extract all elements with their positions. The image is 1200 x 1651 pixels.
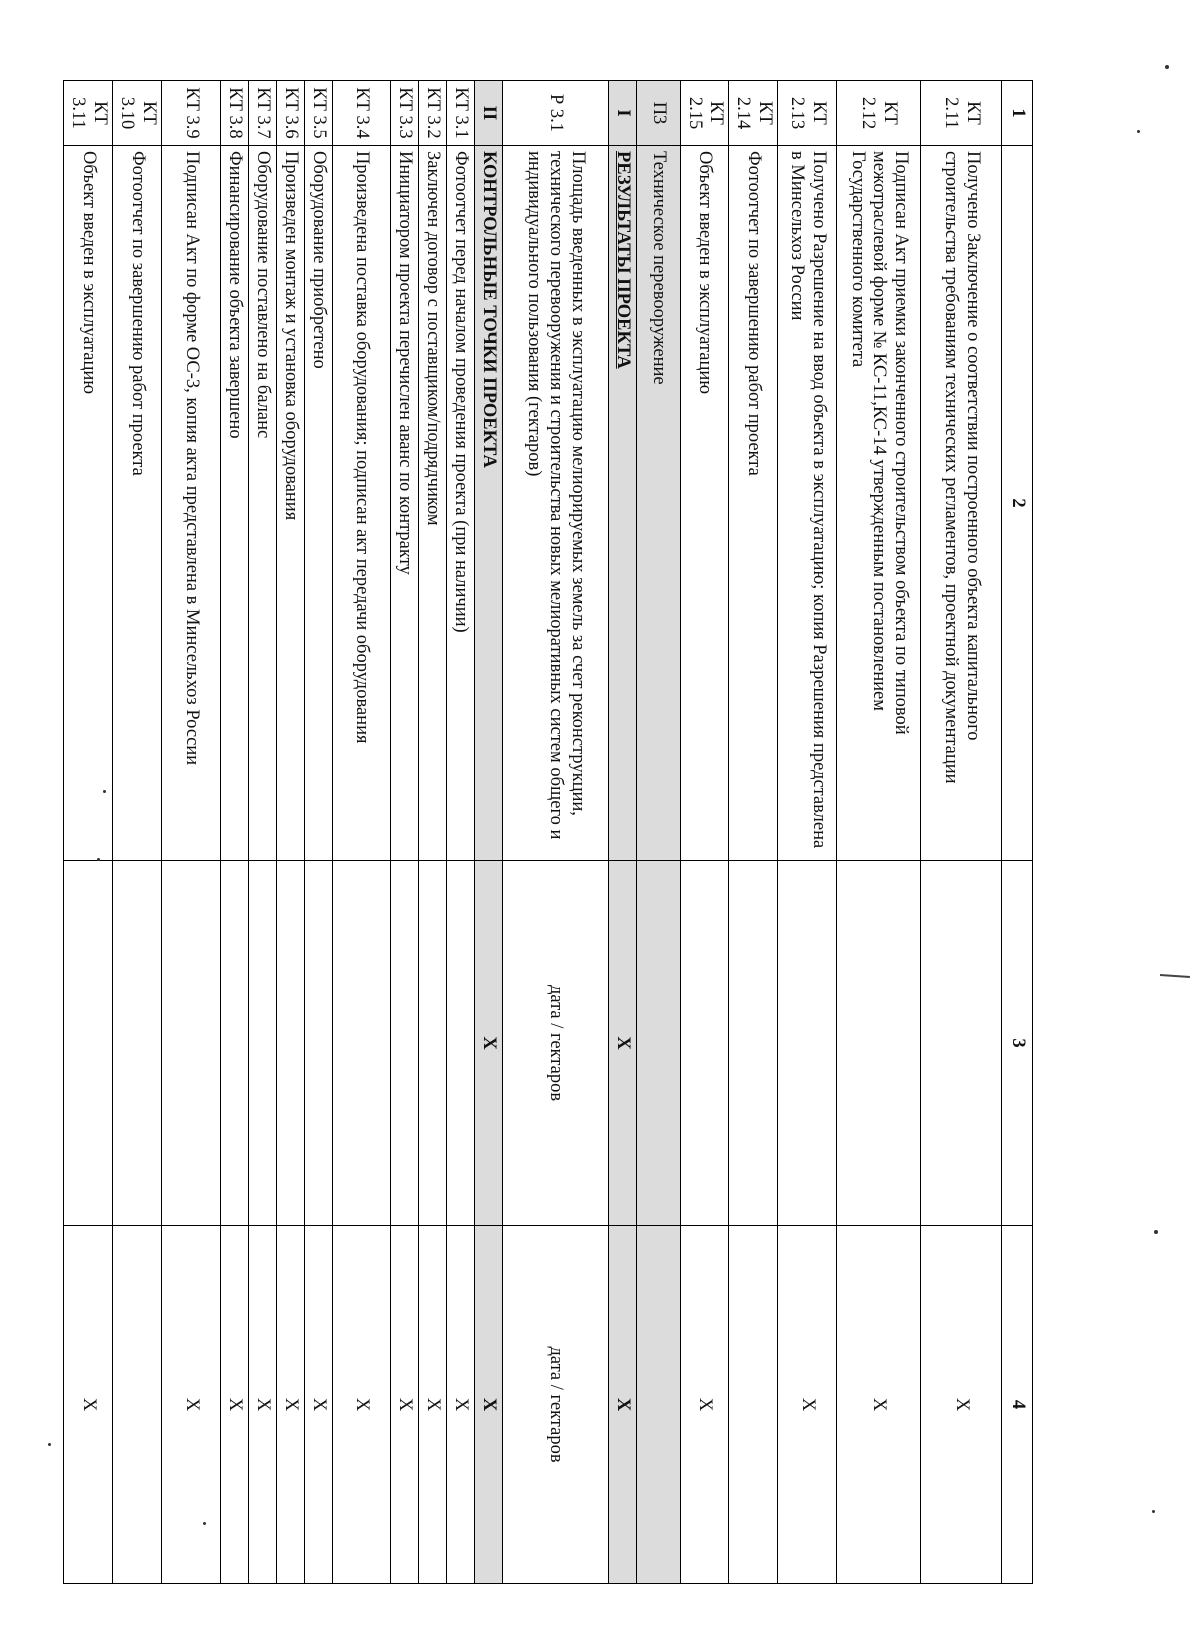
row-col3 bbox=[680, 861, 729, 1226]
table-row bbox=[418, 81, 446, 1584]
section-row-p3 bbox=[636, 81, 680, 1584]
table-row bbox=[220, 81, 248, 1584]
row-col4: X bbox=[220, 1226, 248, 1584]
row-col4: X bbox=[680, 1226, 729, 1584]
row-col3 bbox=[446, 861, 474, 1226]
row-col4: X bbox=[778, 1226, 837, 1584]
row-col4: X bbox=[608, 1226, 636, 1584]
table-header-row bbox=[1002, 81, 1033, 1584]
row-code: КТ 3.11 bbox=[64, 81, 113, 146]
scan-speck bbox=[203, 1522, 206, 1525]
row-col4 bbox=[729, 1226, 778, 1584]
row-col4: X bbox=[390, 1226, 418, 1584]
row-code: I bbox=[608, 81, 636, 146]
row-text: КОНТРОЛЬНЫЕ ТОЧКИ ПРОЕКТА bbox=[474, 146, 502, 861]
row-code: КТ 2.15 bbox=[680, 81, 729, 146]
row-col3 bbox=[390, 861, 418, 1226]
row-col3 bbox=[418, 861, 446, 1226]
row-code: КТ 3.6 bbox=[276, 81, 304, 146]
row-col3 bbox=[729, 861, 778, 1226]
table-row bbox=[64, 81, 113, 1584]
row-code: П3 bbox=[636, 81, 680, 146]
scan-speck bbox=[1165, 65, 1169, 69]
row-col3: X bbox=[608, 861, 636, 1226]
row-col3 bbox=[64, 861, 113, 1226]
section-row-checkpoints bbox=[474, 81, 502, 1584]
row-text: Подписан Акт приемки законченного строительством объекта по типовой межотраслевой форме № КС-11,КС-14 утвержденным постановлением Государственного комитета bbox=[837, 146, 921, 861]
row-col3: дата / гектаров bbox=[502, 861, 608, 1226]
row-col4: X bbox=[446, 1226, 474, 1584]
row-col3 bbox=[276, 861, 304, 1226]
scan-speck bbox=[97, 858, 100, 861]
row-col4 bbox=[636, 1226, 680, 1584]
row-col3 bbox=[113, 861, 162, 1226]
table-row bbox=[248, 81, 276, 1584]
row-col4: X bbox=[304, 1226, 332, 1584]
row-code: КТ 2.12 bbox=[837, 81, 921, 146]
row-col4: X bbox=[64, 1226, 113, 1584]
row-col4 bbox=[113, 1226, 162, 1584]
row-code: II bbox=[474, 81, 502, 146]
row-text: Оборудование поставлено на баланс bbox=[248, 146, 276, 861]
row-col4: дата / гектаров bbox=[502, 1226, 608, 1584]
row-col4: X bbox=[837, 1226, 921, 1584]
row-code: КТ 3.1 bbox=[446, 81, 474, 146]
row-text: Получено Разрешение на ввод объекта в эксплуатацию; копия Разрешения представлена в Минсельхоз России bbox=[778, 146, 837, 861]
header-col-1: 1 bbox=[1002, 81, 1033, 146]
table-row bbox=[113, 81, 162, 1584]
header-col-3: 3 bbox=[1002, 861, 1033, 1226]
row-text: Произведена поставка оборудования; подписан акт передачи оборудования bbox=[332, 146, 390, 861]
row-code: КТ 3.5 bbox=[304, 81, 332, 146]
row-text: РЕЗУЛЬТАТЫ ПРОЕКТА bbox=[608, 146, 636, 861]
header-col-4: 4 bbox=[1002, 1226, 1033, 1584]
row-text: Произведен монтаж и установка оборудования bbox=[276, 146, 304, 861]
checkpoint-table bbox=[63, 80, 1033, 1584]
checkpoint-table-container bbox=[68, 80, 1033, 1583]
row-text: Инициатором проекта перечислен аванс по контракту bbox=[390, 146, 418, 861]
row-col3 bbox=[332, 861, 390, 1226]
row-text: Оборудование приобретено bbox=[304, 146, 332, 861]
row-code: КТ 3.10 bbox=[113, 81, 162, 146]
table-row bbox=[502, 81, 608, 1584]
table-row bbox=[837, 81, 921, 1584]
table-row bbox=[729, 81, 778, 1584]
scan-speck bbox=[1137, 130, 1140, 133]
row-col4: X bbox=[248, 1226, 276, 1584]
row-col3 bbox=[837, 861, 921, 1226]
row-text: Объект введен в эксплуатацию bbox=[64, 146, 113, 861]
row-text: Фотоотчет по завершению работ проекта bbox=[729, 146, 778, 861]
row-col4: X bbox=[921, 1226, 1002, 1584]
row-code: КТ 3.4 bbox=[332, 81, 390, 146]
table-row bbox=[778, 81, 837, 1584]
row-code: КТ 3.9 bbox=[161, 81, 220, 146]
row-code: КТ 3.7 bbox=[248, 81, 276, 146]
table-row bbox=[390, 81, 418, 1584]
row-col4: X bbox=[161, 1226, 220, 1584]
scan-speck bbox=[1154, 1230, 1158, 1234]
row-text: Подписан Акт по форме ОС-3, копия акта представлена в Минсельхоз России bbox=[161, 146, 220, 861]
row-text: Объект введен в эксплуатацию bbox=[680, 146, 729, 861]
row-col3: X bbox=[474, 861, 502, 1226]
table-row bbox=[446, 81, 474, 1584]
row-text: Площадь введенных в эксплуатацию мелиорируемых земель за счет реконструкции, технического перевооружения и строительства новых мелиоративных систем общего и индивидуального пользования (гектаров) bbox=[502, 146, 608, 861]
table-row bbox=[161, 81, 220, 1584]
scan-speck bbox=[1152, 1510, 1155, 1513]
row-text: Фотоотчет по завершению работ проекта bbox=[113, 146, 162, 861]
row-code: КТ 2.14 bbox=[729, 81, 778, 146]
table-row bbox=[921, 81, 1002, 1584]
row-code: КТ 3.3 bbox=[390, 81, 418, 146]
row-col3 bbox=[161, 861, 220, 1226]
row-col3 bbox=[778, 861, 837, 1226]
row-col4: X bbox=[418, 1226, 446, 1584]
row-code: КТ 3.8 bbox=[220, 81, 248, 146]
row-text: Заключен договор с поставщиком/подрядчиком bbox=[418, 146, 446, 861]
row-col3 bbox=[248, 861, 276, 1226]
scan-mark bbox=[1160, 974, 1190, 978]
row-text: Техническое перевооружение bbox=[636, 146, 680, 861]
section-row-results bbox=[608, 81, 636, 1584]
table-row bbox=[276, 81, 304, 1584]
row-col3 bbox=[304, 861, 332, 1226]
table-row bbox=[680, 81, 729, 1584]
row-code: Р 3.1 bbox=[502, 81, 608, 146]
row-col3 bbox=[921, 861, 1002, 1226]
row-code: КТ 3.2 bbox=[418, 81, 446, 146]
scan-speck bbox=[48, 1443, 51, 1446]
row-text: Получено Заключение о соответствии построенного объекта капитального строительства требованиям технических регламентов, проектной документации bbox=[921, 146, 1002, 861]
header-col-2: 2 bbox=[1002, 146, 1033, 861]
row-col4: X bbox=[474, 1226, 502, 1584]
row-text: Фотоотчет перед началом проведения проекта (при наличии) bbox=[446, 146, 474, 861]
row-col3 bbox=[220, 861, 248, 1226]
table-row bbox=[332, 81, 390, 1584]
row-col3 bbox=[636, 861, 680, 1226]
row-col4: X bbox=[332, 1226, 390, 1584]
row-col4: X bbox=[276, 1226, 304, 1584]
scan-speck bbox=[103, 790, 106, 793]
row-text: Финансирование объекта завершено bbox=[220, 146, 248, 861]
row-code: КТ 2.13 bbox=[778, 81, 837, 146]
row-code: КТ 2.11 bbox=[921, 81, 1002, 146]
table-row bbox=[304, 81, 332, 1584]
